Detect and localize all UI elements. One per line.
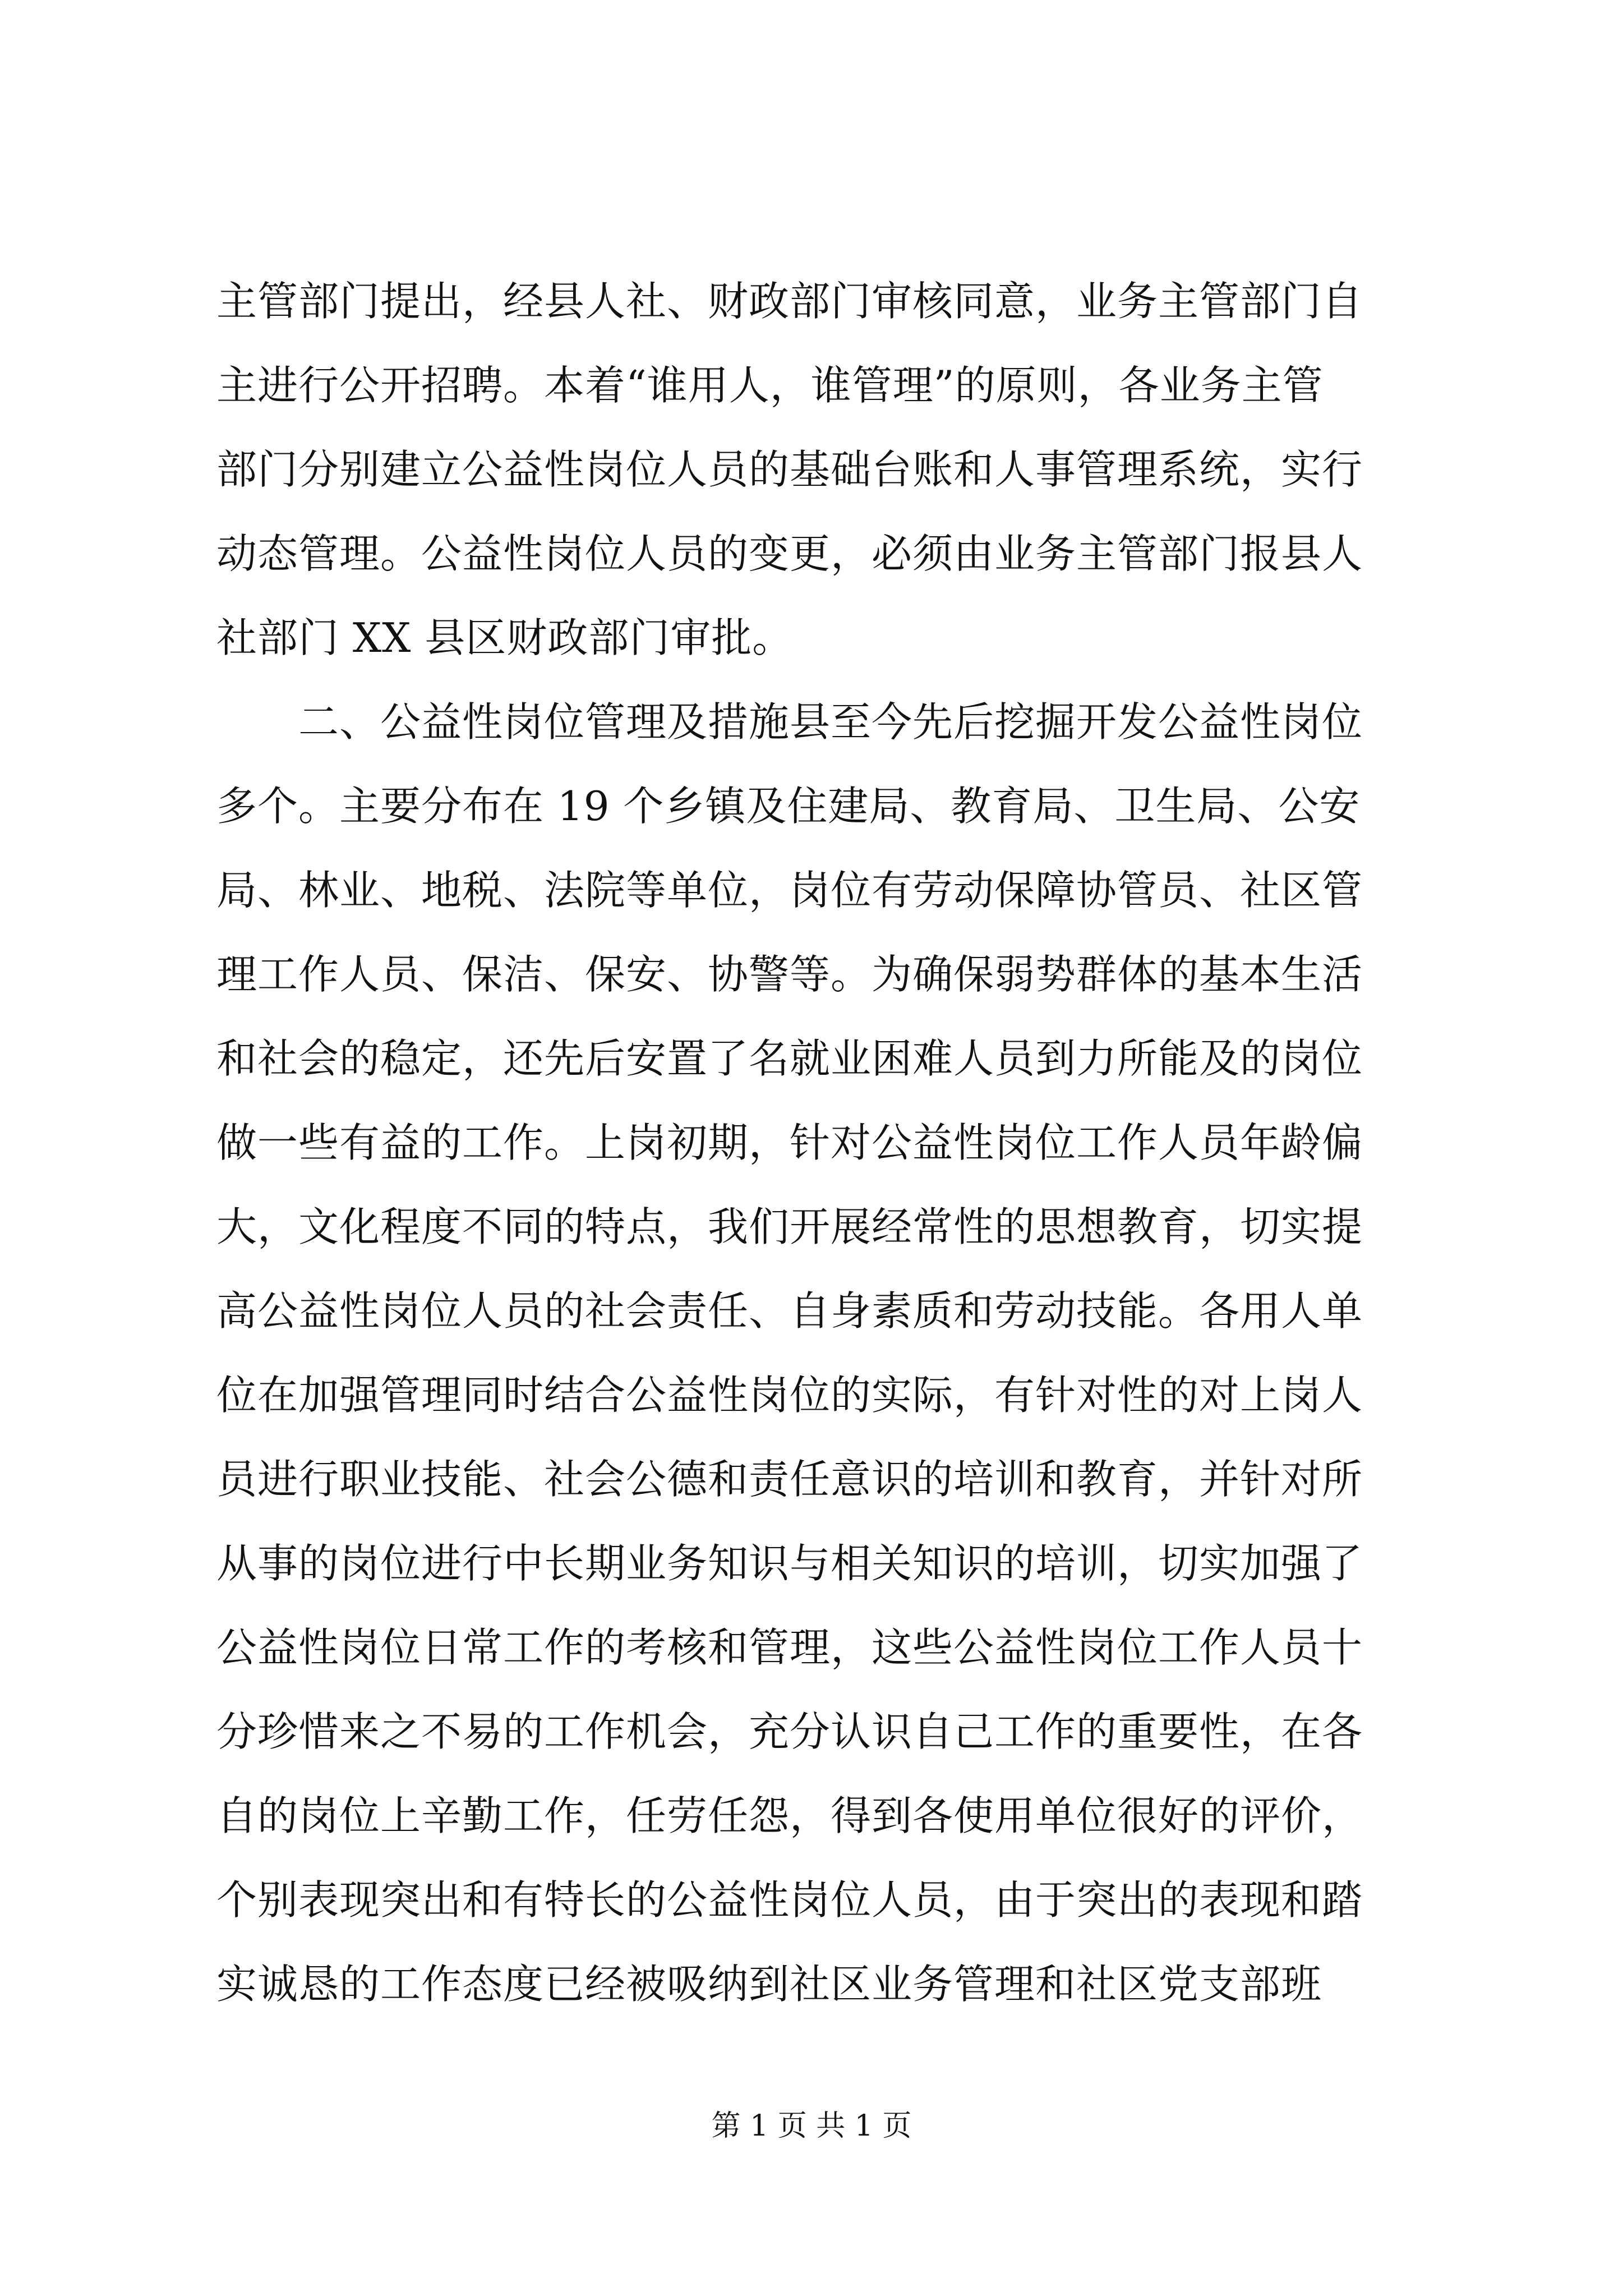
text-line: 主进行公开招聘。本着“谁用人，谁管理”的原则，各业务主管 xyxy=(216,362,1324,409)
text-line: 局、林业、地税、法院等单位，岗位有劳动保障协管员、社区管 xyxy=(216,867,1363,914)
text-line: 理工作人员、保洁、保安、协警等。为确保弱势群体的基本生活 xyxy=(216,951,1363,998)
text-line: 社部门 XX 县区财政部门审批。 xyxy=(216,614,794,661)
text-line: 主管部门提出，经县人社、财政部门审核同意，业务主管部门自 xyxy=(216,278,1363,325)
text-line: 高公益性岗位人员的社会责任、自身素质和劳动技能。各用人单 xyxy=(216,1287,1363,1335)
page-footer: 第 1 页 共 1 页 xyxy=(711,2109,912,2143)
text-line: 动态管理。公益性岗位人员的变更，必须由业务主管部门报县人 xyxy=(216,530,1363,577)
text-line: 分珍惜来之不易的工作机会，充分认识自己工作的重要性，在各 xyxy=(216,1708,1363,1755)
text-line: 个别表现突出和有特长的公益性岗位人员，由于突出的表现和踏 xyxy=(216,1876,1363,1924)
text-line: 位在加强管理同时结合公益性岗位的实际，有针对性的对上岗人 xyxy=(216,1372,1363,1419)
text-line: 从事的岗位进行中长期业务知识与相关知识的培训，切实加强了 xyxy=(216,1540,1363,1587)
text-line: 员进行职业技能、社会公德和责任意识的培训和教育，并针对所 xyxy=(216,1456,1363,1503)
text-line: 做一些有益的工作。上岗初期，针对公益性岗位工作人员年龄偏 xyxy=(216,1119,1363,1166)
text-line: 公益性岗位日常工作的考核和管理，这些公益性岗位工作人员十 xyxy=(216,1624,1363,1671)
text-line: 部门分别建立公益性岗位人员的基础台账和人事管理系统，实行 xyxy=(216,446,1363,493)
text-line: 大，文化程度不同的特点，我们开展经常性的思想教育，切实提 xyxy=(216,1203,1363,1250)
text-line: 和社会的稳定，还先后安置了名就业困难人员到力所能及的岗位 xyxy=(216,1035,1363,1082)
text-line: 多个。主要分布在 19 个乡镇及住建局、教育局、卫生局、公安 xyxy=(216,783,1361,830)
paragraph-start-line: 二、公益性岗位管理及措施县至今先后挖掘开发公益性岗位 xyxy=(216,698,1363,746)
document-body xyxy=(216,259,1433,2026)
text-line: 实诚恳的工作态度已经被吸纳到社区业务管理和社区党支部班 xyxy=(216,1961,1322,2008)
text-line: 自的岗位上辛勤工作，任劳任怨，得到各使用单位很好的评价， xyxy=(216,1792,1363,1839)
